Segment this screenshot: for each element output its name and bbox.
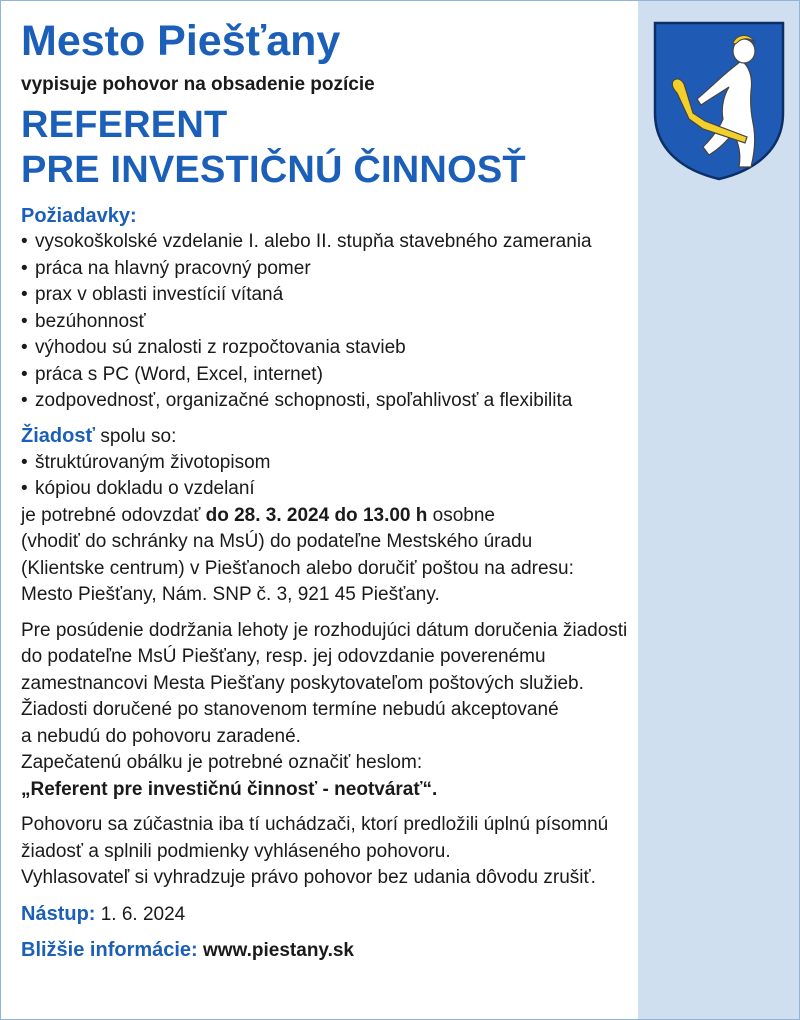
start-date [21, 901, 721, 928]
list-item: • práca na hlavný pracovný pomer [21, 257, 311, 279]
list-item: • kópiou dokladu o vzdelaní [21, 478, 255, 499]
position-title-line-2: PRE INVESTIČNÚ ČINNOSŤ [21, 149, 526, 191]
list-item: • výhodou sú znalosti z rozpočtovania stavieb [21, 337, 406, 358]
application-line: (vhodiť do schránky na MsÚ) do podateľne Mestského úradu [21, 531, 533, 552]
requirements-list [21, 229, 721, 415]
rules-line: zamestnancovi Mesta Piešťany poskytovateľom poštových služieb. [21, 672, 584, 694]
notice-line: žiadosť a splnili podmienky vyhláseného pohovoru. [21, 840, 451, 862]
rules-line: a nebudú do pohovoru zaradené. [21, 725, 301, 747]
application-title: Žiadosť [21, 424, 96, 447]
city-title: Mesto Piešťany [21, 17, 341, 65]
requirements-title: Požiadavky: [21, 205, 137, 227]
rules-line: Žiadosti doručené po stanovenom termíne nebudú akceptované [21, 699, 559, 720]
rules-line: Pre posúdenie dodržania lehoty je rozhodujúci dátum doručenia žiadosti [21, 619, 628, 641]
position-title-line-1: REFERENT [21, 104, 228, 146]
position-title [21, 103, 721, 193]
application-title-suffix: spolu so: [95, 425, 177, 447]
list-item: • prax v oblasti investícií vítaná [21, 284, 284, 305]
address-text: Mesto Piešťany, Nám. SNP č. 3, 921 45 Piešťany. [21, 584, 440, 605]
more-info [21, 937, 721, 964]
start-label: Nástup: [21, 902, 96, 925]
rules-line: Zapečatenú obálku je potrebné označiť heslom: [21, 752, 423, 773]
application-heading [21, 423, 721, 450]
list-item: • bezúhonnosť [21, 310, 146, 332]
content [21, 15, 721, 964]
envelope-label: „Referent pre investičnú činnosť - neotvárať“. [21, 778, 438, 800]
intro-text: vypisuje pohovor na obsadenie pozície [21, 74, 375, 95]
deadline-date: do 28. 3. 2024 do 13.00 h [205, 504, 428, 526]
start-value: 1. 6. 2024 [95, 903, 186, 925]
website-link[interactable]: www.piestany.sk [197, 939, 354, 961]
notice-line: Pohovoru sa zúčastnia iba tí uchádzači, ktorí predložili úplnú písomnú [21, 814, 609, 835]
notice-line: Vyhlasovateľ si vyhradzuje právo pohovor bez udania dôvodu zrušiť. [21, 867, 596, 888]
list-item: • vysokoškolské vzdelanie I. alebo II. stupňa stavebného zamerania [21, 231, 592, 252]
application-list [21, 450, 721, 503]
deadline-text: je potrebné odovzdať do 28. 3. 2024 do 13.00 h osobne [21, 504, 495, 526]
rules-line: do podateľne MsÚ Piešťany, resp. jej odovzdanie poverenému [21, 646, 546, 667]
info-label: Bližšie informácie: [21, 938, 198, 961]
list-item: • štruktúrovaným životopisom [21, 451, 271, 473]
list-item: • zodpovednosť, organizačné schopnosti, spoľahlivosť a flexibilita [21, 390, 573, 411]
application-line: (Klientske centrum) v Piešťanoch alebo doručiť poštou na adresu: [21, 557, 574, 579]
list-item: • práca s PC (Word, Excel, internet) [21, 363, 323, 385]
